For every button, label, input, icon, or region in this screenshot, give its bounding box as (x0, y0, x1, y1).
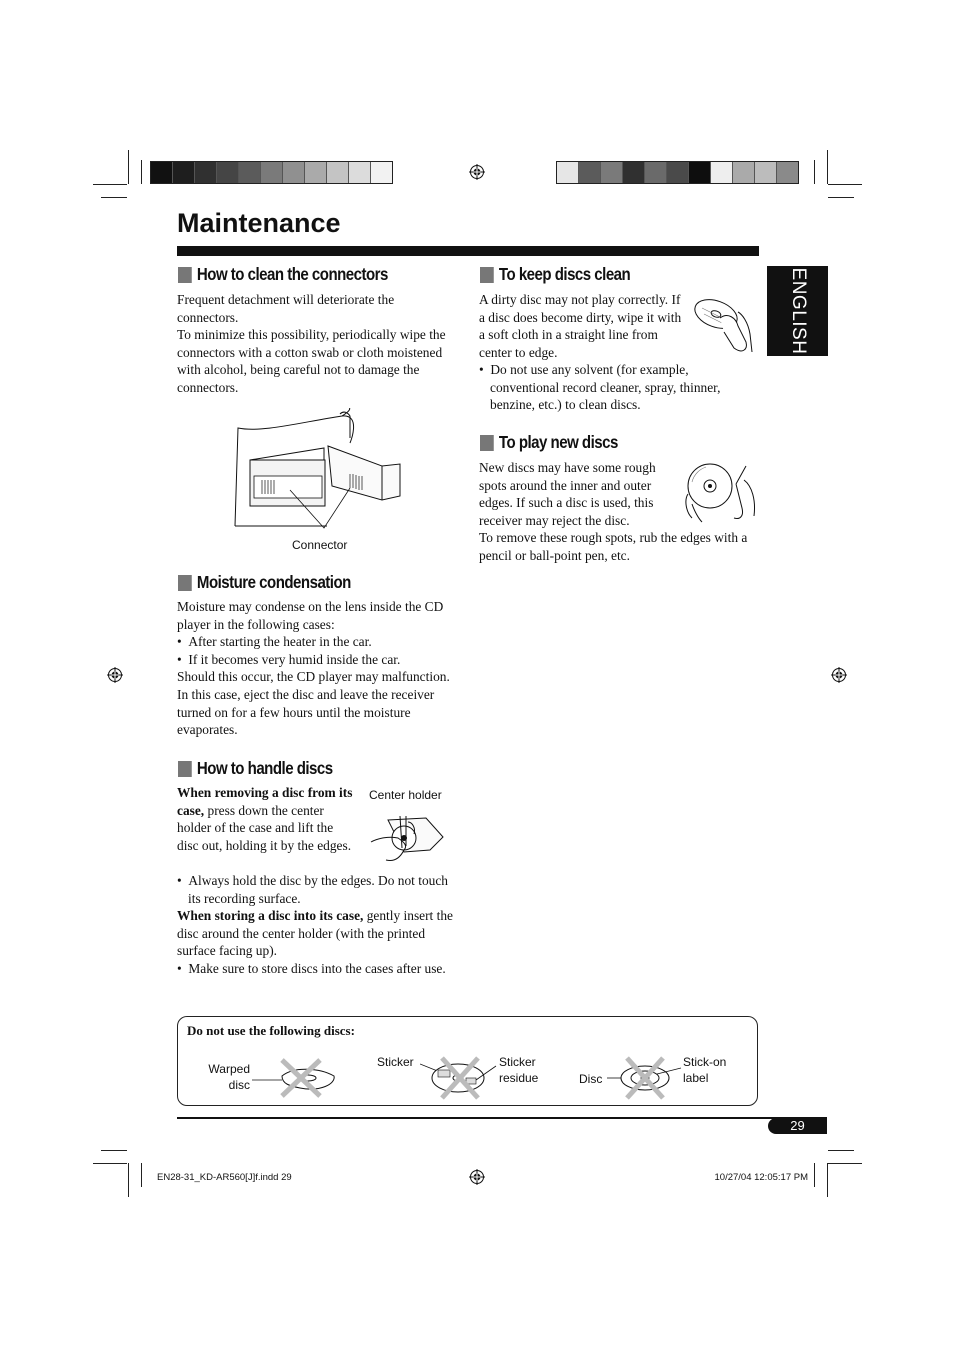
color-swatch (579, 162, 601, 183)
connector-caption: Connector (292, 538, 348, 552)
connectors-text: Frequent detachment will deteriorate the connectors. To minimize this possibility, periodically wipe the connectors with a cotton swab or cloth moistened with alcohol, being careful not to damage the connectors. (177, 292, 446, 395)
new-discs-text-2: To remove these rough spots, rub the edges with a pencil or ball-point pen, etc. (479, 530, 748, 563)
color-swatch (733, 162, 755, 183)
square-marker-icon (480, 435, 494, 451)
color-swatch (327, 162, 349, 183)
warped-disc-caption: Warped disc (208, 1062, 250, 1092)
title-rule (177, 246, 759, 256)
footer-filename: EN28-31_KD-AR560[J]f.indd 29 (157, 1172, 292, 1183)
color-swatch (645, 162, 667, 183)
sticker-caption: Sticker (377, 1055, 414, 1069)
registration-mark-icon (469, 1169, 485, 1185)
color-swatch (283, 162, 305, 183)
color-swatch (711, 162, 733, 183)
list-item: • If it becomes very humid inside the car. (177, 651, 401, 667)
registration-mark-icon (469, 164, 485, 180)
list-item: • After starting the heater in the car. (177, 634, 372, 650)
keep-clean-bullet (479, 361, 759, 414)
moisture-text: Moisture may condense on the lens inside the CD player in the following cases: • After starting the heater in the car. • If it becomes very humid inside the car. Should this occur, the CD player may malfunction. In this case, eject the disc and leave the receiver turned on for a few hours until the moisture evaporates. (177, 598, 457, 739)
color-swatch (689, 162, 711, 183)
page-title: Maintenance (177, 208, 341, 238)
disc-wiping-illustration (690, 292, 758, 360)
color-swatch (261, 162, 283, 183)
section-heading-connectors: How to clean the connectors (178, 264, 388, 285)
color-swatch (371, 162, 392, 183)
list-item: • Always hold the disc by the edges. Do not touch its recording surface. (177, 873, 448, 906)
language-tab-label: ENGLISH (787, 267, 809, 355)
disc-caption: Disc (579, 1072, 603, 1086)
color-swatch (173, 162, 195, 183)
color-swatch (557, 162, 579, 183)
stick-on-label-caption: Stick-on label (683, 1055, 727, 1085)
page-number: 29 (768, 1118, 827, 1134)
color-swatch (349, 162, 371, 183)
registration-mark-icon (107, 667, 123, 683)
color-swatch (217, 162, 239, 183)
keep-clean-text: A dirty disc may not play correctly. If a disc does become dirty, wipe it with a soft cloth in a straight line from center to edge. (479, 292, 682, 360)
color-bar-left (150, 161, 393, 184)
sticker-residue-caption: Sticker residue (499, 1055, 539, 1085)
color-swatch (623, 162, 645, 183)
registration-mark-icon (831, 667, 847, 683)
disc-rubbing-illustration (684, 460, 758, 524)
label-disc-icon (605, 1054, 685, 1100)
section-heading-handle: How to handle discs (178, 758, 333, 779)
list-item: • Do not use any solvent (for example, conventional record cleaner, spray, thinner, benzine, etc.) to clean discs. (479, 362, 721, 413)
color-swatch (601, 162, 623, 183)
do-not-use-heading: Do not use the following discs: (187, 1023, 355, 1038)
color-swatch (151, 162, 173, 183)
disc-case-illustration (368, 812, 448, 867)
list-item: • Make sure to store discs into the cases after use. (177, 960, 446, 976)
warped-disc-icon (250, 1056, 340, 1100)
section-heading-new-discs: To play new discs (480, 432, 618, 453)
color-swatch (195, 162, 217, 183)
color-swatch (777, 162, 798, 183)
color-bar-right (556, 161, 799, 184)
language-tab (767, 266, 828, 356)
handle-rest-text: • Always hold the disc by the edges. Do not touch its recording surface. When storing a disc into its case, gently insert the disc around the center holder (with the printed surface facing up). • Make sure to store discs into the cases after use. (177, 872, 462, 978)
footer-timestamp: 10/27/04 12:05:17 PM (714, 1172, 808, 1183)
color-swatch (755, 162, 777, 183)
square-marker-icon (178, 267, 192, 283)
sticker-disc-icon (420, 1054, 500, 1100)
section-heading-moisture: Moisture condensation (178, 572, 351, 593)
connector-illustration (232, 408, 412, 533)
color-swatch (305, 162, 327, 183)
handle-removing-text: When removing a disc from its case, press down the center holder of the case and lift the disc out, holding it by the edges. (177, 785, 353, 853)
new-discs-text: New discs may have some rough spots around the inner and outer edges. If such a disc is used, this receiver may reject the disc. (479, 460, 656, 528)
center-holder-caption: Center holder (369, 788, 442, 802)
square-marker-icon (178, 575, 192, 591)
color-swatch (239, 162, 261, 183)
square-marker-icon (480, 267, 494, 283)
bottom-rule (177, 1117, 827, 1119)
color-swatch (667, 162, 689, 183)
square-marker-icon (178, 761, 192, 777)
section-heading-keep-clean: To keep discs clean (480, 264, 630, 285)
